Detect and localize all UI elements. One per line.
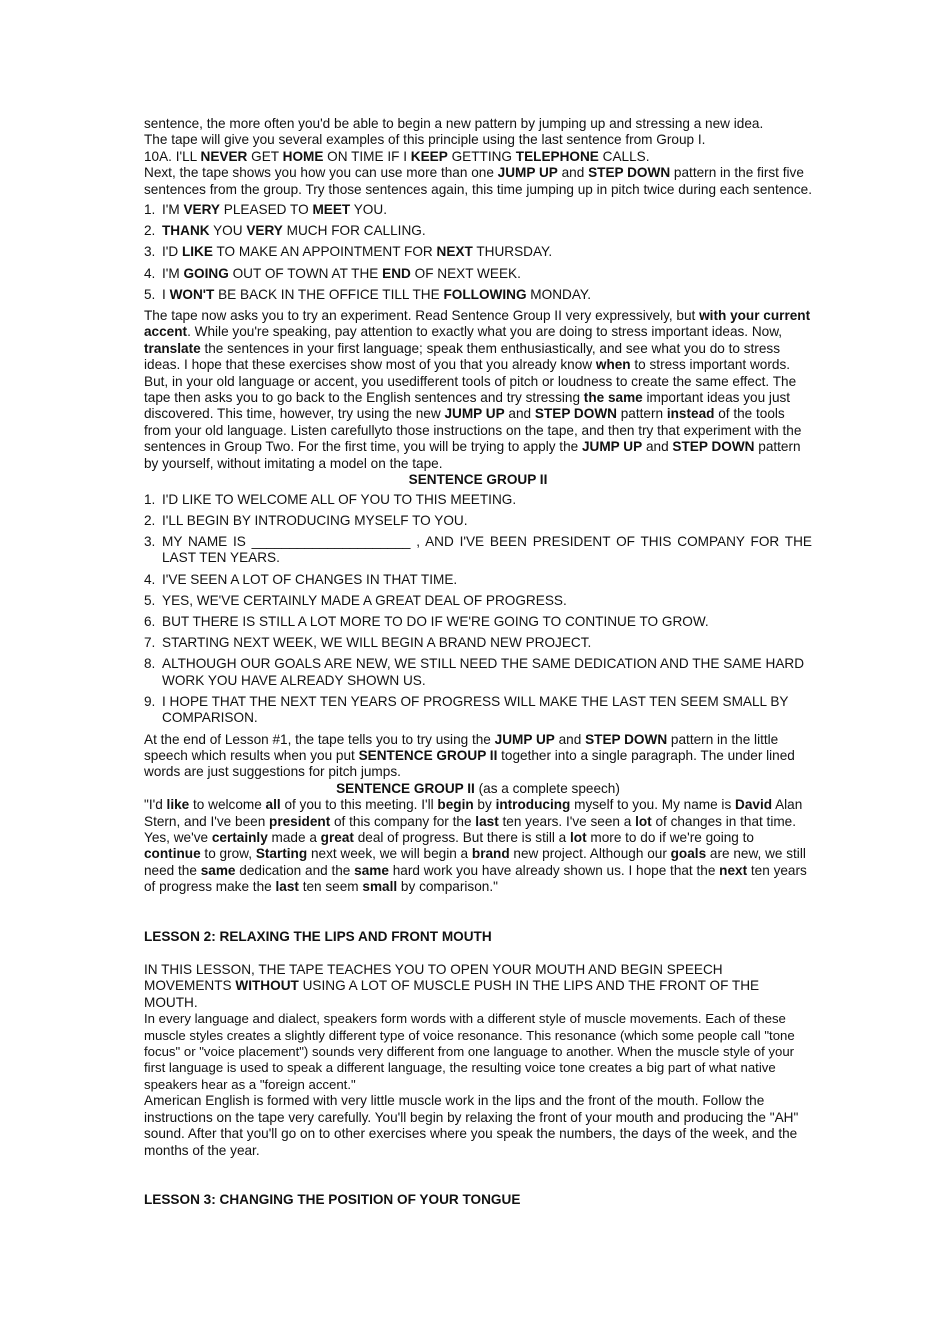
lesson2-paragraph-2: American English is formed with very little muscle work in the lips and the front of the mouth. Follow the instructions on the tape very carefully. You'll begin by relaxing the front of your mouth and producing the "AH" sound. After that you'll go on to other exercises where you speak the numbers, the days of the week, and the months of the year. [144, 1093, 799, 1158]
lesson2-intro: IN THIS LESSON, THE TAPE TEACHES YOU TO OPEN YOUR MOUTH AND BEGIN SPEECH MOVEMENTS WITHOUT USING A LOT OF MUSCLE PUSH IN THE LIPS AND THE FRONT OF THE MOUTH. [144, 962, 760, 1010]
lesson2-paragraph-1: In every language and dialect, speakers form words with a different style of muscle movements. Each of these muscle styles creates a slightly different type of voice resonance. This resonance (which some people call "tone focus" or "voice placement") sounds very different from one language to another. When the muscle style of your first language is used to speak a different language, the resulting voice tone creates a big part of what native speakers hear as a "foreign accent." [144, 1011, 795, 1092]
list-item: 2. I'LL BEGIN BY INTRODUCING MYSELF TO YOU. [144, 512, 468, 528]
sentence-group-1-list [144, 202, 812, 303]
list-item: 8. ALTHOUGH OUR GOALS ARE NEW, WE STILL NEED THE SAME DEDICATION AND THE SAME HARD WORK YOU HAVE ALREADY SHOWN US. [144, 656, 805, 688]
list-item: 9. I HOPE THAT THE NEXT TEN YEARS OF PROGRESS WILL MAKE THE LAST TEN SEEM SMALL BY COMPARISON. [144, 693, 789, 726]
intro-line-2: The tape will give you several examples of this principle using the last sentence from Group I. [144, 132, 706, 148]
list-item: 2. THANK YOU VERY MUCH FOR CALLING. [144, 223, 426, 239]
speech-paragraph: "I'd like to welcome all of you to this meeting. I'll begin by introducing myself to you. My name is David Alan Stern, and I've been president of this company for the last ten years. I've seen a lot of changes in that time. Yes, we've certainly made a great deal of progress. But there is still a lot more to do if we're going to continue to grow, Starting next week, we will begin a brand new project. Although our goals are new, we still need the same dedication and the same hard work you have already shown us. I hope that the next ten years of progress make the last ten seem small by comparison." [144, 797, 807, 895]
list-item: 1. I'M VERY PLEASED TO MEET YOU. [144, 202, 387, 218]
list-item: 4. I'M GOING OUT OF TOWN AT THE END OF NEXT WEEK. [144, 265, 521, 281]
list-item: 6. BUT THERE IS STILL A LOT MORE TO DO IF WE'RE GOING TO CONTINUE TO GROW. [144, 613, 709, 629]
list-item: 1. I'D LIKE TO WELCOME ALL OF YOU TO THIS MEETING. [144, 491, 517, 507]
list-item: 4. I'VE SEEN A LOT OF CHANGES IN THAT TIME. [144, 571, 458, 587]
sentence-group-2-list [144, 492, 812, 727]
list-item: 5. YES, WE'VE CERTAINLY MADE A GREAT DEAL OF PROGRESS. [144, 592, 567, 608]
list-item: 3. MY NAME IS _____________________ , AND I'VE BEEN PRESIDENT OF THIS COMPANY FOR THE LAST TEN YEARS. [144, 533, 812, 566]
sentence-group-2-title: SENTENCE GROUP II [408, 472, 548, 488]
experiment-paragraph: The tape now asks you to try an experiment. Read Sentence Group II very expressively, but with your current accent. While you're speaking, pay attention to exactly what you are doing to stress important ideas. Now, translate the sentences in your first language; speak them enthusiastically, and see what you do to stress ideas. I hope that these exercises show most of you that you already know when to stress important words. But, in your old language or accent, you usedifferent tools of pitch or loudness to create the same effect. The tape then asks you to go back to the English sentences and try stressing the same important ideas you just discovered. This time, however, try using the new JUMP UP and STEP DOWN pattern instead of the tools from your old language. Listen carefullyto those instructions on the tape, and then try that experiment with the sentences in Group Two. For the first time, you will be trying to apply the JUMP UP and STEP DOWN pattern by yourself, without imitating a model on the tape. [144, 308, 811, 471]
speech-title: SENTENCE GROUP II (as a complete speech) [336, 780, 620, 796]
list-item: 7. STARTING NEXT WEEK, WE WILL BEGIN A BRAND NEW PROJECT. [144, 635, 592, 651]
next-paragraph: Next, the tape shows you how you can use more than one JUMP UP and STEP DOWN pattern in the first five sentences from the group. Try those sentences again, this time jumping up in pitch twice during each sentence. [144, 165, 812, 197]
lesson2-title: LESSON 2: RELAXING THE LIPS AND FRONT MOUTH [144, 928, 492, 944]
example-10a: 10A. I'LL NEVER GET HOME ON TIME IF I KEEP GETTING TELEPHONE CALLS. [144, 148, 650, 164]
document-page [144, 116, 812, 1208]
lesson3-title: LESSON 3: CHANGING THE POSITION OF YOUR TONGUE [144, 1191, 521, 1207]
lesson1-end-paragraph: At the end of Lesson #1, the tape tells you to try using the JUMP UP and STEP DOWN pattern in the little speech which results when you put SENTENCE GROUP II together into a single paragraph. The under lined words are just suggestions for pitch jumps. [144, 731, 795, 780]
intro-line-1: sentence, the more often you'd be able to begin a new pattern by jumping up and stressing a new idea. [144, 116, 764, 131]
list-item: 3. I'D LIKE TO MAKE AN APPOINTMENT FOR NEXT THURSDAY. [144, 244, 553, 260]
list-item: 5. I WON'T BE BACK IN THE OFFICE TILL THE FOLLOWING MONDAY. [144, 286, 591, 302]
